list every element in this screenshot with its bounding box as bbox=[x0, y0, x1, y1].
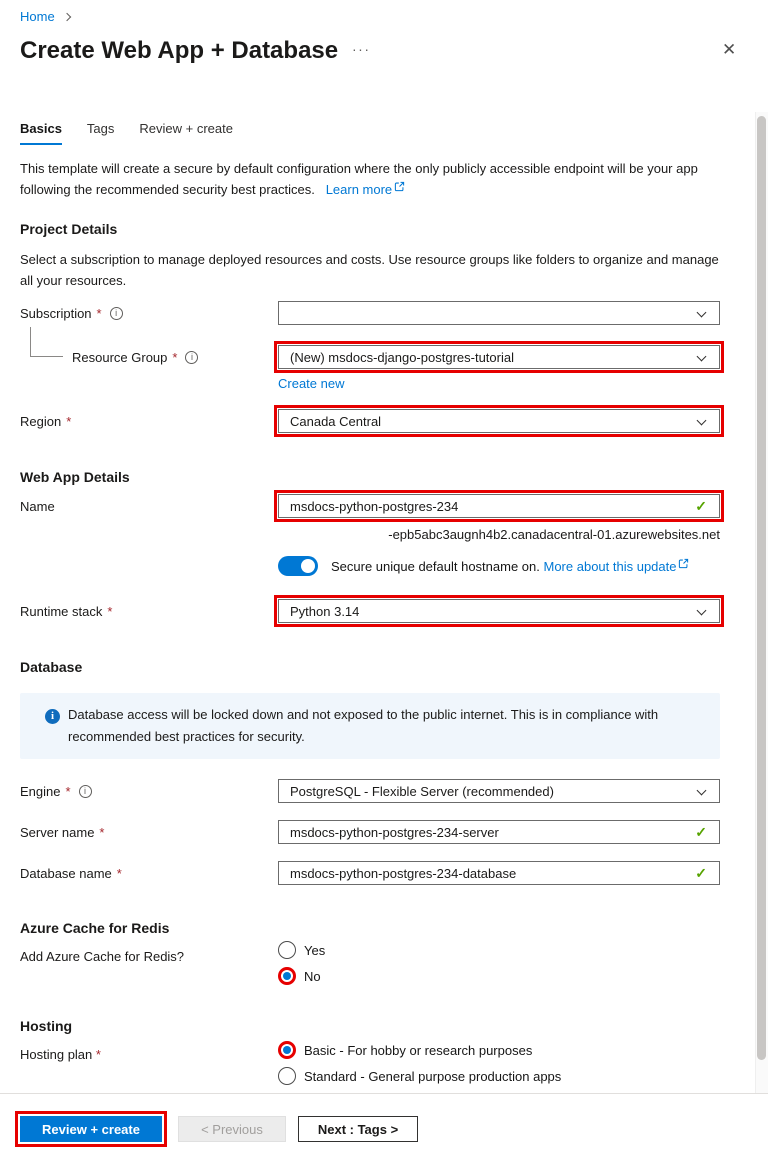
radio-selected-icon[interactable] bbox=[278, 967, 296, 985]
section-project-details: Project Details bbox=[20, 221, 118, 237]
valid-check-icon: ✓ bbox=[695, 498, 707, 514]
engine-dropdown[interactable]: PostgreSQL - Flexible Server (recommended) bbox=[278, 779, 720, 803]
radio-option-basic[interactable] bbox=[278, 1041, 532, 1059]
name-label: Name bbox=[20, 498, 55, 514]
section-database: Database bbox=[20, 659, 83, 675]
toggle-text: Secure unique default hostname on. More about this update bbox=[331, 559, 689, 574]
tab-bar bbox=[20, 121, 233, 145]
learn-more-link[interactable]: Learn more bbox=[325, 182, 393, 197]
valid-check-icon: ✓ bbox=[695, 865, 707, 881]
resource-group-label: Resource Group * i bbox=[72, 345, 198, 369]
required-asterisk: * bbox=[107, 603, 113, 619]
secure-hostname-toggle-row bbox=[278, 556, 689, 576]
radio-option-yes[interactable] bbox=[278, 941, 325, 959]
more-options-icon[interactable]: ··· bbox=[352, 41, 371, 57]
subscription-row bbox=[20, 301, 720, 325]
previous-button[interactable]: < Previous bbox=[178, 1116, 286, 1142]
database-name-input[interactable]: msdocs-python-postgres-234-database ✓ bbox=[278, 861, 720, 885]
radio-dot-icon bbox=[283, 972, 291, 980]
required-asterisk: * bbox=[116, 865, 122, 881]
tab-review-create[interactable]: Review + create bbox=[139, 121, 233, 136]
footer-divider bbox=[0, 1093, 768, 1094]
runtime-stack-dropdown[interactable]: Python 3.14 bbox=[278, 599, 720, 623]
chevron-down-icon bbox=[697, 416, 707, 426]
resource-group-row bbox=[20, 345, 720, 369]
chevron-down-icon bbox=[697, 606, 707, 616]
subscription-label: Subscription * i bbox=[20, 301, 123, 325]
toggle-knob-icon bbox=[301, 559, 315, 573]
info-icon[interactable]: i bbox=[110, 307, 123, 320]
server-name-label: Server name * bbox=[20, 824, 105, 840]
radio-option-no[interactable] bbox=[278, 967, 321, 985]
chevron-down-icon bbox=[697, 308, 707, 318]
page-title: Create Web App + Database bbox=[20, 37, 339, 64]
chevron-down-icon bbox=[697, 352, 707, 362]
radio-label: Basic - For hobby or research purposes bbox=[304, 1042, 533, 1058]
engine-label: Engine * i bbox=[20, 779, 92, 803]
hosting-plan-label: Hosting plan * bbox=[20, 1047, 101, 1062]
server-name-input[interactable]: msdocs-python-postgres-234-server ✓ bbox=[278, 820, 720, 844]
valid-check-icon: ✓ bbox=[695, 824, 707, 840]
tab-tags[interactable]: Tags bbox=[86, 121, 115, 136]
subscription-dropdown[interactable] bbox=[278, 301, 720, 325]
required-asterisk: * bbox=[99, 824, 105, 840]
intro-text bbox=[20, 158, 722, 200]
section-web-app-details: Web App Details bbox=[20, 469, 130, 485]
add-redis-label: Add Azure Cache for Redis? bbox=[20, 949, 185, 964]
resource-group-dropdown[interactable]: (New) msdocs-django-postgres-tutorial bbox=[278, 345, 720, 369]
info-icon[interactable]: i bbox=[185, 351, 198, 364]
radio-label: Standard - General purpose production apps bbox=[304, 1068, 562, 1084]
info-banner-text: Database access will be locked down and not exposed to the public internet. This is in compliance with recommended best practices for security. bbox=[68, 707, 659, 744]
radio-label: Yes bbox=[304, 942, 326, 958]
required-asterisk: * bbox=[95, 1047, 101, 1062]
required-asterisk: * bbox=[66, 413, 72, 429]
database-name-row bbox=[20, 861, 720, 885]
tab-basics[interactable]: Basics bbox=[20, 121, 62, 145]
radio-icon[interactable] bbox=[278, 941, 296, 959]
breadcrumb-home-link[interactable]: Home bbox=[20, 9, 55, 24]
radio-icon[interactable] bbox=[278, 1067, 296, 1085]
server-name-row bbox=[20, 820, 720, 844]
name-input[interactable]: msdocs-python-postgres-234 ✓ bbox=[278, 494, 720, 518]
runtime-stack-row bbox=[20, 599, 720, 623]
name-row bbox=[20, 494, 720, 518]
scrollbar-thumb[interactable] bbox=[757, 116, 766, 1060]
secure-hostname-toggle[interactable] bbox=[278, 556, 318, 576]
next-tags-button[interactable]: Next : Tags > bbox=[298, 1116, 418, 1142]
required-asterisk: * bbox=[65, 783, 71, 799]
radio-option-standard[interactable] bbox=[278, 1067, 561, 1085]
required-asterisk: * bbox=[96, 305, 102, 321]
intro-description: This template will create a secure by default configuration where the only publicly accessible endpoint will be your app following the recommended security best practices. bbox=[20, 161, 698, 197]
engine-row bbox=[20, 779, 720, 803]
radio-label: No bbox=[304, 968, 321, 984]
info-icon: i bbox=[45, 709, 60, 724]
radio-dot-icon bbox=[283, 1046, 291, 1054]
region-dropdown[interactable]: Canada Central bbox=[278, 409, 720, 433]
info-banner bbox=[20, 693, 720, 759]
region-label: Region * bbox=[20, 413, 72, 429]
runtime-stack-label: Runtime stack * bbox=[20, 603, 113, 619]
required-asterisk: * bbox=[172, 349, 178, 365]
hostname-suffix: -epb5abc3augnh4b2.canadacentral-01.azurewebsites.net bbox=[388, 527, 720, 542]
info-icon[interactable]: i bbox=[79, 785, 92, 798]
more-about-update-link[interactable]: More about this update bbox=[543, 558, 677, 574]
chevron-down-icon bbox=[697, 786, 707, 796]
database-name-label: Database name * bbox=[20, 865, 122, 881]
chevron-right-icon bbox=[62, 13, 70, 21]
region-row bbox=[20, 409, 720, 433]
close-icon[interactable]: ✕ bbox=[722, 40, 737, 59]
section-azure-cache-redis: Azure Cache for Redis bbox=[20, 920, 170, 936]
project-details-description: Select a subscription to manage deployed resources and costs. Use resource groups like folders to organize and manage all your resources. bbox=[20, 252, 719, 288]
create-new-link: Create new bbox=[278, 376, 345, 391]
external-link-icon bbox=[392, 182, 405, 197]
breadcrumb bbox=[20, 9, 70, 24]
section-hosting: Hosting bbox=[20, 1018, 73, 1034]
external-link-icon bbox=[676, 559, 689, 574]
radio-selected-icon[interactable] bbox=[278, 1041, 296, 1059]
review-create-button[interactable]: Review + create bbox=[20, 1116, 162, 1142]
